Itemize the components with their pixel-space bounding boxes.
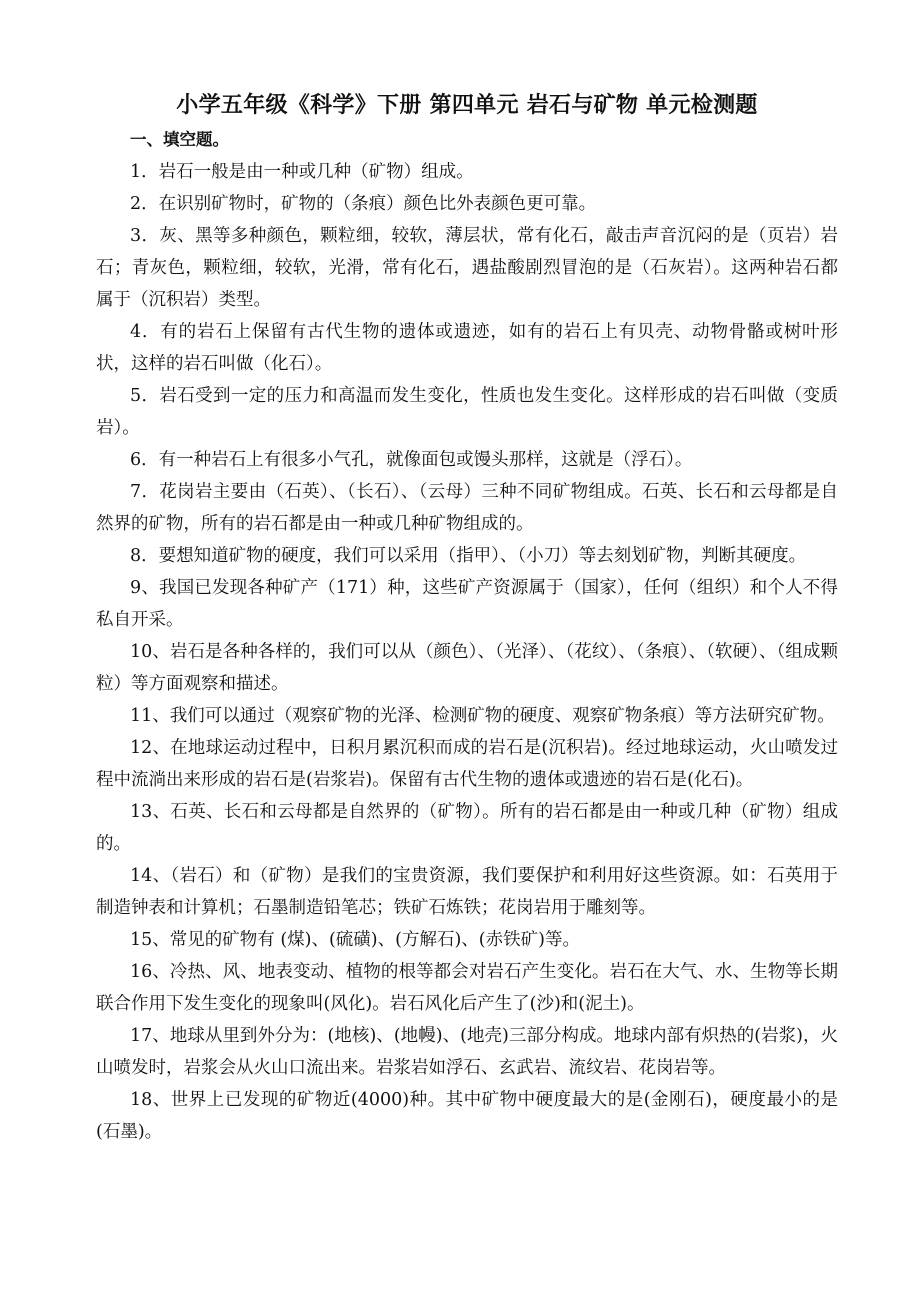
question-item: 15、常见的矿物有 (煤)、(硫磺)、(方解石)、(赤铁矿)等。 <box>130 930 580 950</box>
question-item: 9、我国已发现各种矿产（171）种，这些矿产资源属于（国家），任何（组织）和个人不得私自开采。 <box>96 578 838 630</box>
question-item: 11、我们可以通过（观察矿物的光泽、检测矿物的硬度、观察矿物条痕）等方法研究矿物。 <box>130 706 835 726</box>
question-item: 5．岩石受到一定的压力和高温而发生变化，性质也发生变化。这样形成的岩石叫做（变质岩）。 <box>96 386 838 438</box>
question-item: 12、在地球运动过程中，日积月累沉积而成的岩石是(沉积岩)。经过地球运动，火山喷发过程中流淌出来形成的岩石是(岩浆岩)。保留有古代生物的遗体或遗迹的岩石是(化石)。 <box>96 738 838 790</box>
section-heading: 一、填空题。 <box>130 130 229 149</box>
question-item: 13、石英、长石和云母都是自然界的（矿物）。所有的岩石都是由一种或几种（矿物）组成的。 <box>96 802 838 854</box>
question-item: 1．岩石一般是由一种或几种（矿物）组成。 <box>130 162 474 182</box>
question-item: 14、（岩石）和（矿物）是我们的宝贵资源，我们要保护和利用好这些资源。如：石英用于制造钟表和计算机；石墨制造铅笔芯；铁矿石炼铁；花岗岩用于雕刻等。 <box>96 866 838 918</box>
question-item: 7．花岗岩主要由（石英）、（长石）、（云母）三种不同矿物组成。石英、长石和云母都是自然界的矿物，所有的岩石都是由一种或几种矿物组成的。 <box>96 482 838 534</box>
page-title: 小学五年级《科学》下册 第四单元 岩石与矿物 单元检测题 <box>176 93 758 118</box>
question-item: 6．有一种岩石上有很多小气孔，就像面包或馒头那样，这就是（浮石）。 <box>130 450 693 470</box>
question-item: 16、冷热、风、地表变动、植物的根等都会对岩石产生变化。岩石在大气、水、生物等长期联合作用下发生变化的现象叫(风化)。岩石风化后产生了(沙)和(泥土)。 <box>96 962 838 1014</box>
question-item: 17、地球从里到外分为：(地核)、(地幔)、(地壳)三部分构成。地球内部有炽热的(岩浆)，火山喷发时，岩浆会从火山口流出来。岩浆岩如浮石、玄武岩、流纹岩、花岗岩等。 <box>96 1026 838 1078</box>
question-item: 10、岩石是各种各样的，我们可以从（颜色）、（光泽）、（花纹）、（条痕）、（软硬）、（组成颗粒）等方面观察和描述。 <box>96 642 838 694</box>
question-item: 18、世界上已发现的矿物近(4000)种。其中矿物中硬度最大的是(金刚石)，硬度最小的是(石墨)。 <box>96 1090 838 1142</box>
document-page <box>96 88 838 1148</box>
question-item: 8．要想知道矿物的硬度，我们可以采用（指甲）、（小刀）等去刻划矿物，判断其硬度。 <box>130 546 807 566</box>
question-item: 3．灰、黑等多种颜色，颗粒细，较软，薄层状，常有化石，敲击声音沉闷的是（页岩）岩石；青灰色，颗粒细，较软，光滑，常有化石，遇盐酸剧烈冒泡的是（石灰岩）。这两种岩石都属于（沉积岩）类型。 <box>96 226 838 310</box>
question-item: 2．在识别矿物时，矿物的（条痕）颜色比外表颜色更可靠。 <box>130 194 597 214</box>
question-item: 4．有的岩石上保留有古代生物的遗体或遗迹，如有的岩石上有贝壳、动物骨骼或树叶形状，这样的岩石叫做（化石）。 <box>96 322 838 374</box>
